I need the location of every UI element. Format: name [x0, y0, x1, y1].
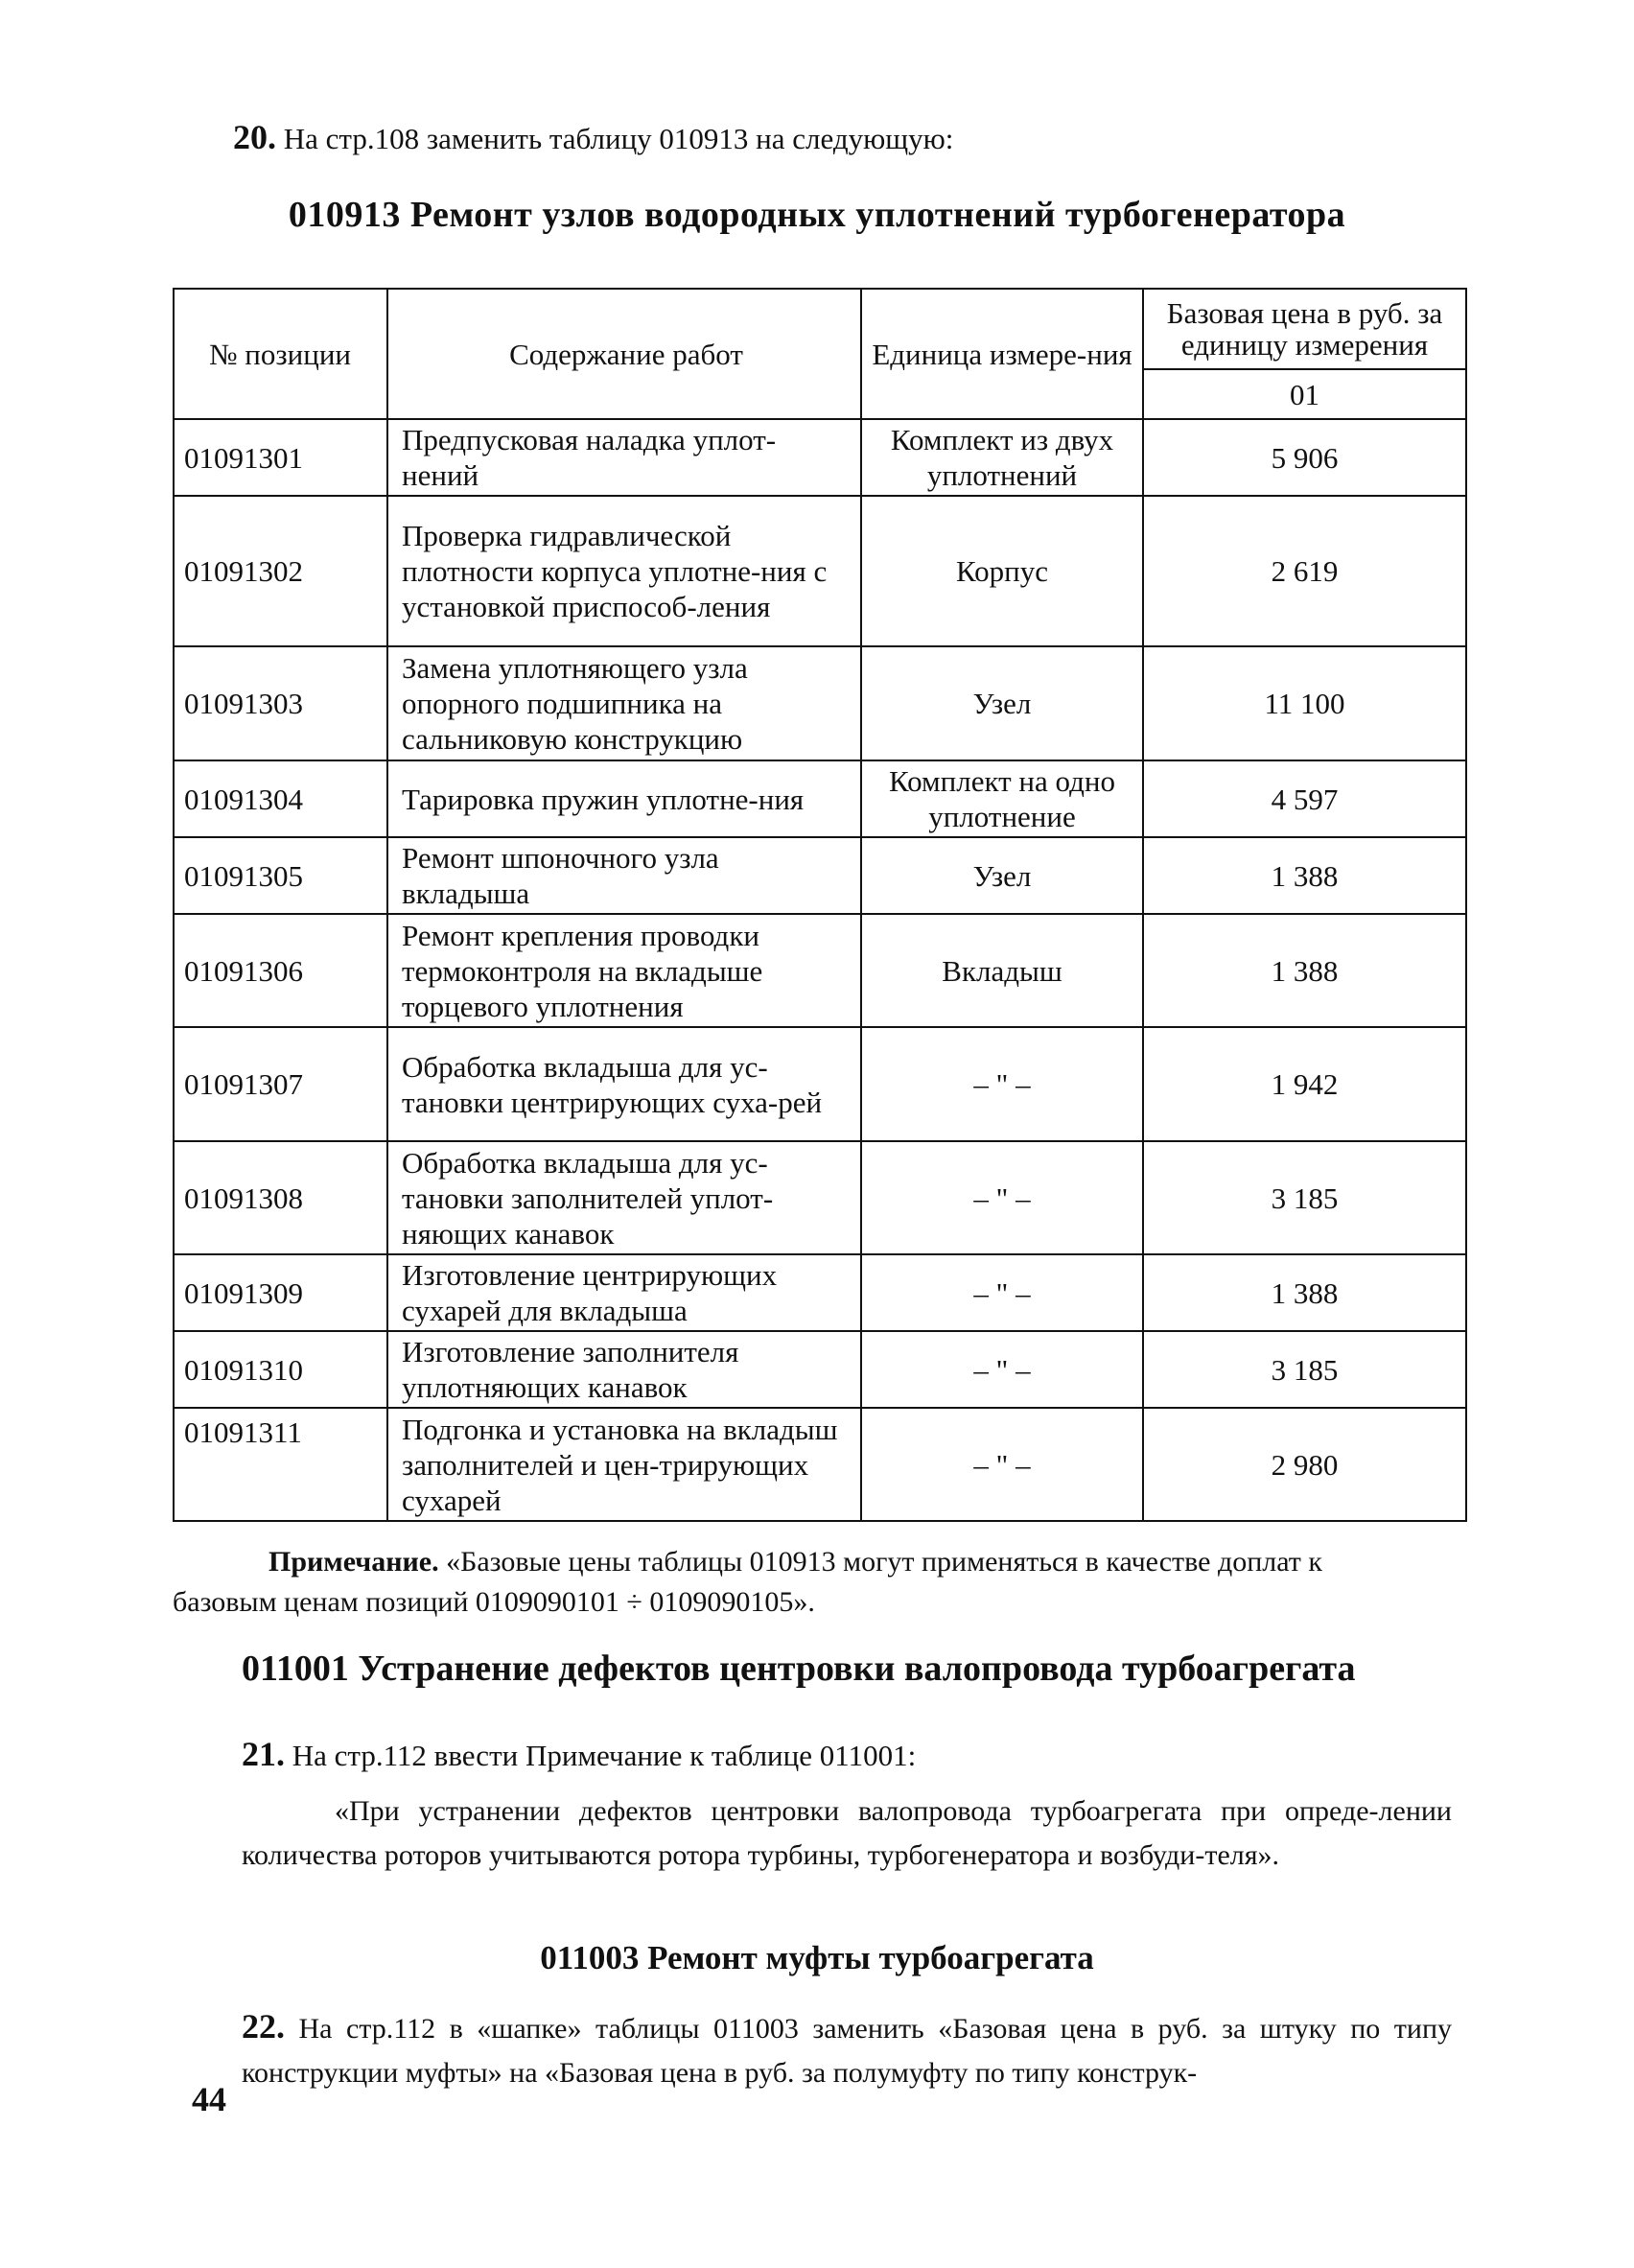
row-num: 01091307: [174, 1027, 387, 1141]
row-price: 1 388: [1143, 1254, 1466, 1331]
header-position: № позиции: [174, 289, 387, 419]
item-22: [242, 2004, 1452, 2095]
row-num: 01091311: [174, 1408, 387, 1521]
row-num: 01091301: [174, 419, 387, 496]
item-20-number: 20.: [233, 118, 276, 156]
table-title: 010913 Ремонт узлов водородных уплотнений турбогенератора: [288, 195, 1346, 235]
row-num: 01091306: [174, 914, 387, 1027]
table-row: [174, 1027, 1466, 1141]
row-num: 01091305: [174, 837, 387, 914]
header-price: Базовая цена в руб. за единицу измерения: [1143, 289, 1466, 369]
table-row: [174, 1141, 1466, 1254]
row-work: Обработка вкладыша для ус-тановки центрирующих суха-рей: [387, 1027, 861, 1141]
item-22-number: 22.: [242, 2007, 285, 2046]
row-work: Обработка вкладыша для ус-тановки заполнителей уплот-няющих канавок: [387, 1141, 861, 1254]
row-price: 1 388: [1143, 837, 1466, 914]
row-price: 1 388: [1143, 914, 1466, 1027]
row-unit: Комплект на одно уплотнение: [861, 760, 1143, 837]
row-num: 01091304: [174, 760, 387, 837]
row-unit: – " –: [861, 1027, 1143, 1141]
row-price: 5 906: [1143, 419, 1466, 496]
row-unit: – " –: [861, 1254, 1143, 1331]
row-price: 3 185: [1143, 1331, 1466, 1408]
row-price: 1 942: [1143, 1027, 1466, 1141]
row-num: 01091309: [174, 1254, 387, 1331]
item-21: [242, 1734, 916, 1774]
item-21-text: На стр.112 ввести Примечание к таблице 011001:: [292, 1739, 917, 1772]
item-21-quote: «При устранении дефектов центровки валопровода турбоагрегата при опреде-лении количества роторов учитываются ротора турбины, турбогенератора и возбуди-теля».: [242, 1795, 1452, 1871]
row-unit: Комплект из двух уплотнений: [861, 419, 1143, 496]
item-22-text: На стр.112 в «шапке» таблицы 011003 заменить «Базовая цена в руб. за штуку по типу конструкции муфты» на «Базовая цена в руб. за полумуфту по типу конструк-: [242, 2013, 1452, 2089]
row-work: Ремонт шпоночного узла вкладыша: [387, 837, 861, 914]
row-price: 2 980: [1143, 1408, 1466, 1521]
table-row: [174, 419, 1466, 496]
table-row: [174, 760, 1466, 837]
table-row: [174, 1408, 1466, 1521]
row-work: Тарировка пружин уплотне-ния: [387, 760, 861, 837]
table-note: [173, 1542, 1371, 1623]
row-work: Ремонт крепления проводки термоконтроля на вкладыше торцевого уплотнения: [387, 914, 861, 1027]
row-unit: – " –: [861, 1408, 1143, 1521]
row-num: 01091310: [174, 1331, 387, 1408]
row-num: 01091308: [174, 1141, 387, 1254]
table-row: [174, 1254, 1466, 1331]
row-unit: – " –: [861, 1141, 1143, 1254]
note-label: Примечание.: [268, 1546, 439, 1578]
item-20-text: На стр.108 заменить таблицу 010913 на следующую:: [283, 122, 954, 155]
table-row: [174, 837, 1466, 914]
row-unit: Корпус: [861, 496, 1143, 646]
page-number: 44: [192, 2080, 226, 2118]
row-unit: – " –: [861, 1331, 1143, 1408]
row-price: 11 100: [1143, 646, 1466, 760]
item-20: [233, 117, 953, 157]
header-unit: Единица измере-ния: [861, 289, 1143, 419]
row-price: 4 597: [1143, 760, 1466, 837]
section-title-011003: 011003 Ремонт муфты турбоагрегата: [540, 1939, 1094, 1976]
row-price: 2 619: [1143, 496, 1466, 646]
table-row: [174, 1331, 1466, 1408]
table-row: [174, 646, 1466, 760]
item-21-number: 21.: [242, 1735, 285, 1773]
header-price-sub: 01: [1143, 369, 1466, 419]
row-num: 01091303: [174, 646, 387, 760]
table-row: [174, 496, 1466, 646]
row-work: Изготовление центрирующих сухарей для вкладыша: [387, 1254, 861, 1331]
note-text: «Базовые цены таблицы 010913 могут применяться в качестве доплат к базовым ценам позиций 0109090101 ÷ 0109090105».: [173, 1546, 1322, 1618]
row-price: 3 185: [1143, 1141, 1466, 1254]
row-num: 01091302: [174, 496, 387, 646]
row-work: Замена уплотняющего узла опорного подшипника на сальниковую конструкцию: [387, 646, 861, 760]
row-work: Подгонка и установка на вкладыш заполнителей и цен-трирующих сухарей: [387, 1408, 861, 1521]
row-unit: Узел: [861, 837, 1143, 914]
price-table: [173, 288, 1467, 1522]
row-work: Предпусковая наладка уплот-нений: [387, 419, 861, 496]
row-unit: Узел: [861, 646, 1143, 760]
header-work: Содержание работ: [387, 289, 861, 419]
row-work: Проверка гидравлической плотности корпуса уплотне-ния с установкой приспособ-ления: [387, 496, 861, 646]
row-unit: Вкладыш: [861, 914, 1143, 1027]
section-title-011001: 011001 Устранение дефектов центровки валопровода турбоагрегата: [242, 1648, 1356, 1689]
row-work: Изготовление заполнителя уплотняющих канавок: [387, 1331, 861, 1408]
table-row: [174, 914, 1466, 1027]
